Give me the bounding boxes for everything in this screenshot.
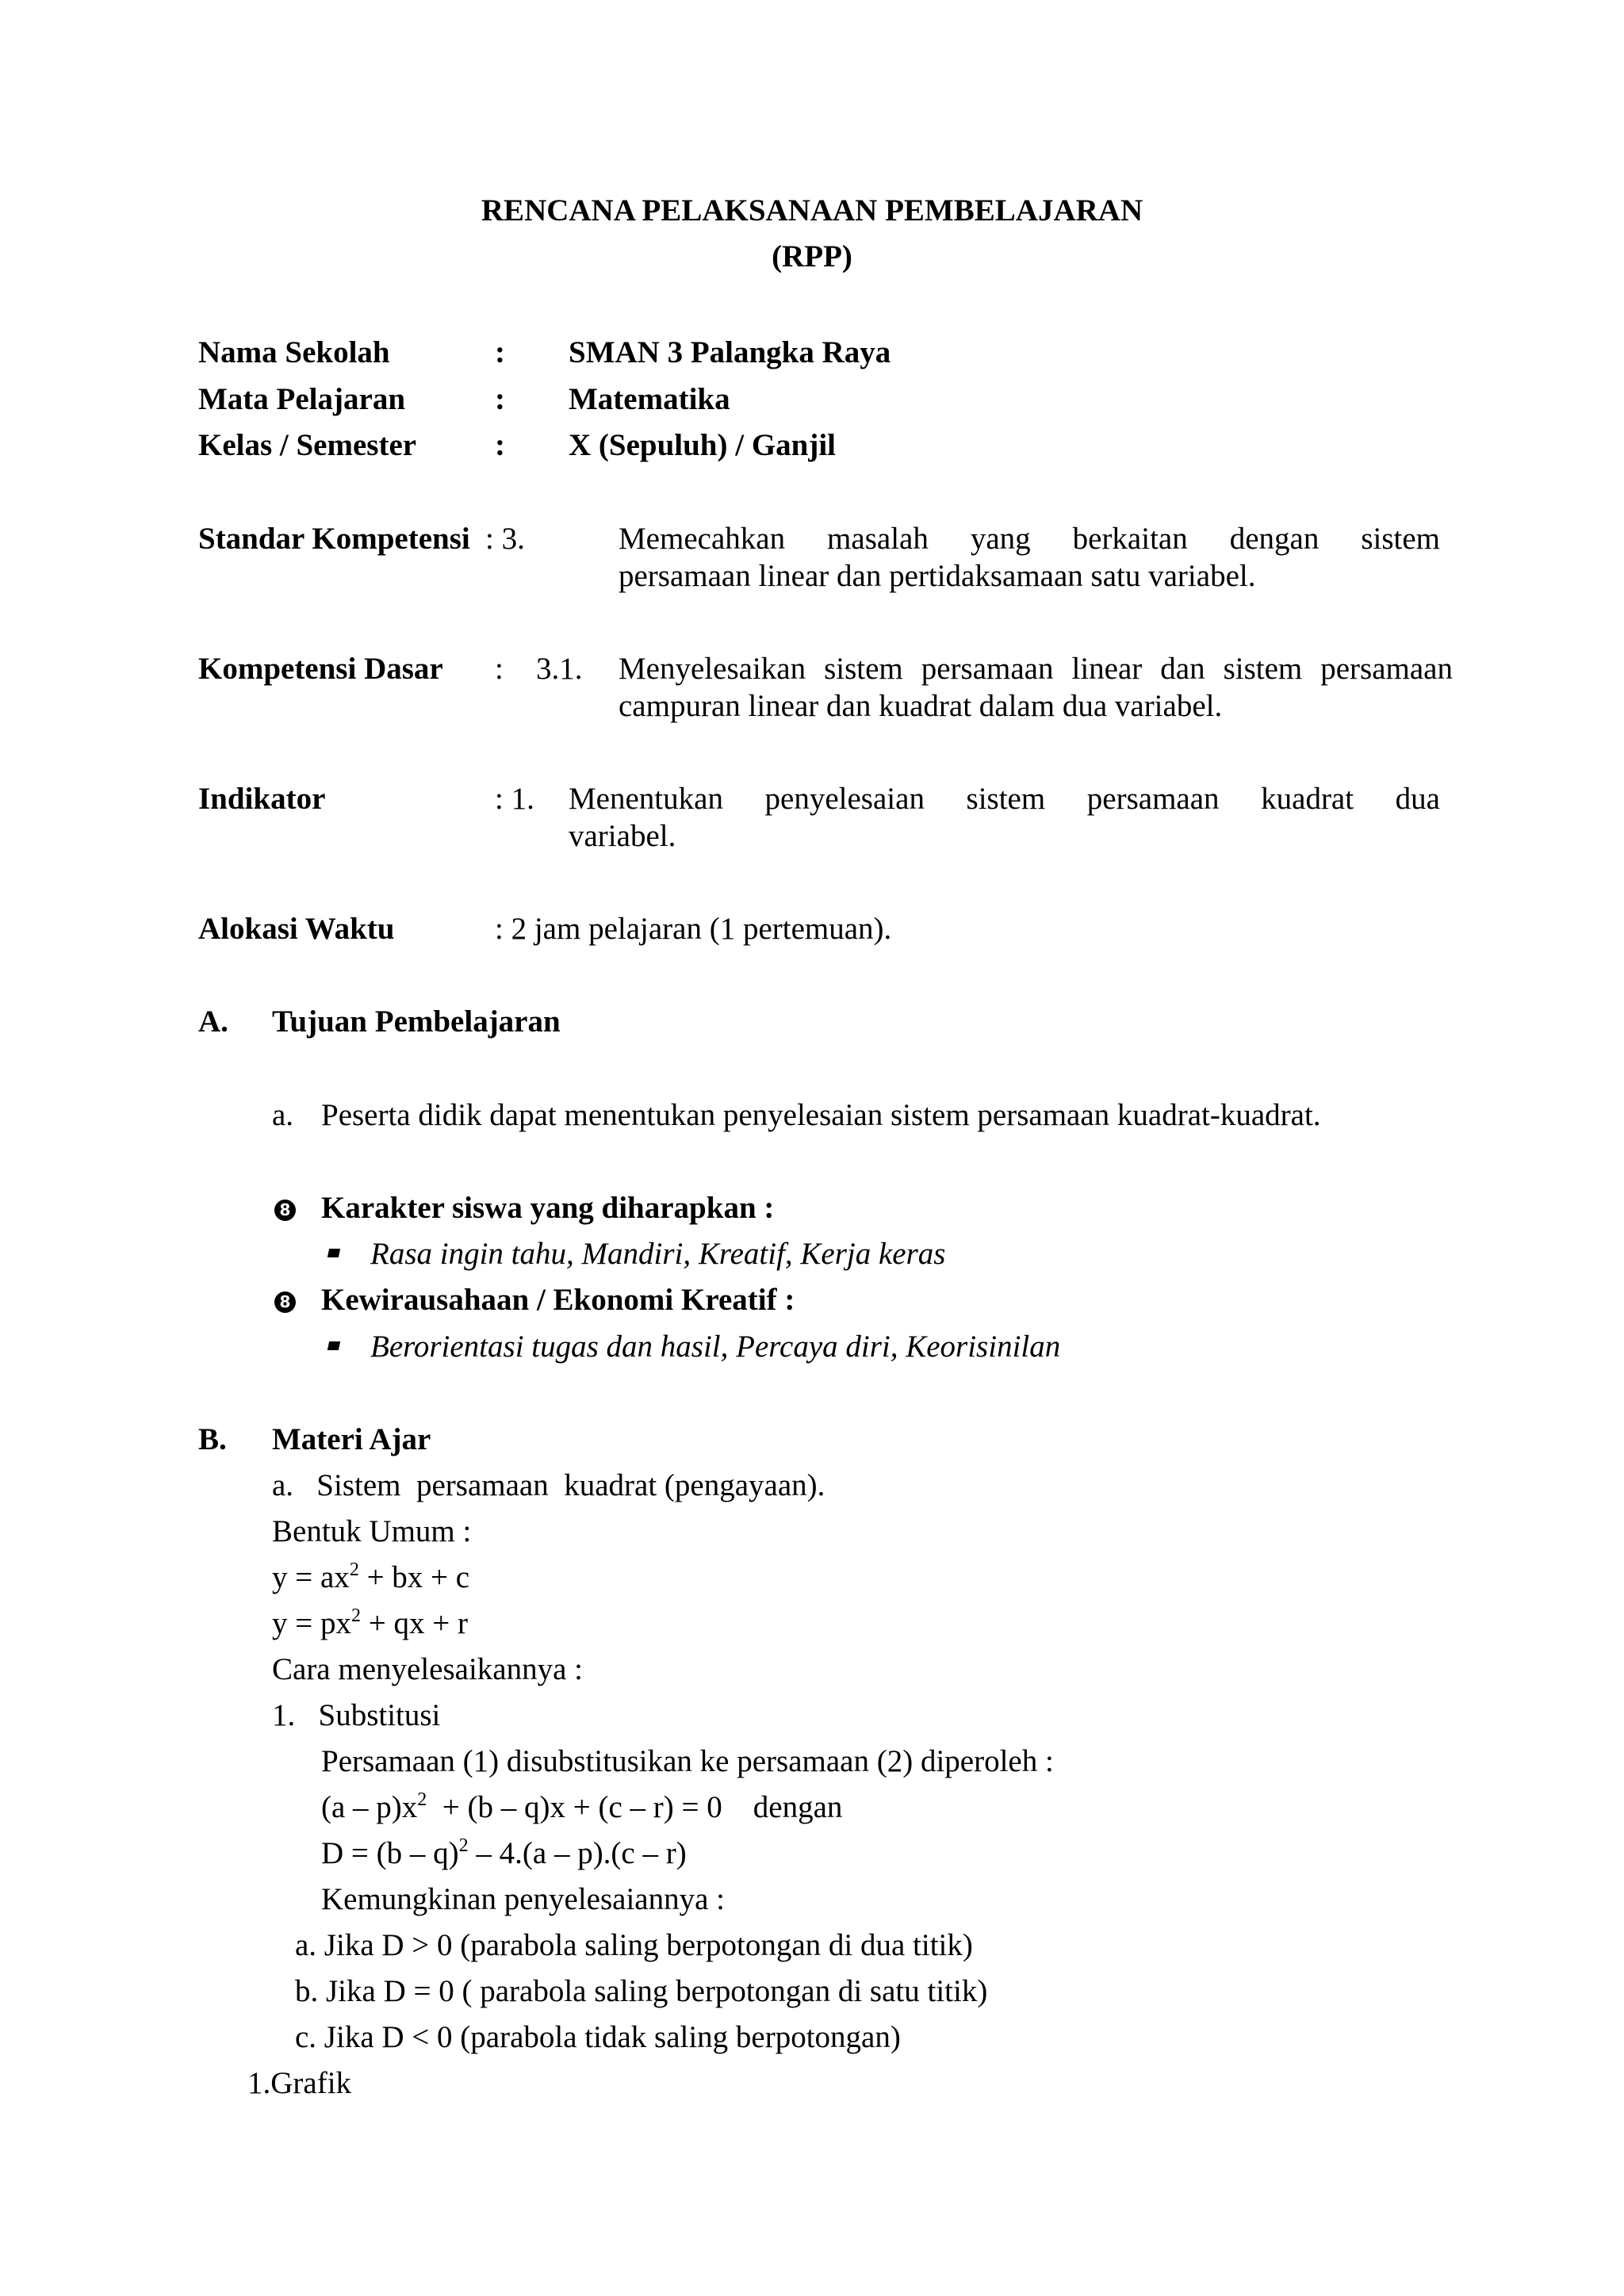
character-item-text: Rasa ingin tahu, Mandiri, Kreatif, Kerja keras (370, 1237, 946, 1271)
document-title: RENCANA PELAKSANAAN PEMBELAJARAN (481, 193, 1143, 228)
section-b-heading: Materi Ajar (272, 1422, 431, 1456)
indicator-number: : 1. (495, 782, 534, 816)
standard-text-line2: persamaan linear dan pertidaksamaan satu variabel. (619, 559, 1256, 593)
section-a-letter: A. (198, 1004, 228, 1039)
basic-competence-text-line2: campuran linear dan kuadrat dalam dua variabel. (619, 689, 1223, 723)
section-a-heading: Tujuan Pembelajaran (272, 1004, 561, 1039)
method-substitution: 1. Substitusi (272, 1698, 441, 1732)
equation-3: $(a - p)x^2 + (b - q)x + (c - r) = 0$ dengan (321, 1789, 843, 1824)
character-bullet-icon: 8 (274, 1191, 296, 1226)
substitution-description: Persamaan (1) disubstitusikan ke persamaan (2) diperoleh : (321, 1744, 1054, 1778)
character-heading: Karakter siswa yang diharapkan : (321, 1191, 775, 1225)
entrepreneurship-bullet-icon: 8 (274, 1283, 296, 1318)
subject-colon: : (495, 382, 505, 416)
document-subtitle: (RPP) (772, 239, 852, 274)
indicator-label: Indikator (198, 782, 326, 816)
basic-competence-label: Kompetensi Dasar (198, 652, 443, 686)
character-item-bullet-icon (328, 1237, 339, 1272)
indicator-text-line1: Menentukan penyelesaian sistem persamaan kuadrat dua (569, 782, 1440, 816)
discriminant-equation: D = (b – q)$^2$ – 4.(a – p).(c – r) (321, 1835, 687, 1870)
school-colon: : (495, 335, 505, 369)
solution-method-label: Cara menyelesaikannya : (272, 1652, 583, 1686)
equation-1: $y = ax^2$ + bx + c (272, 1559, 470, 1594)
basic-competence-text-line1: Menyelesaikan sistem persamaan linear dan sistem persamaan (619, 652, 1453, 686)
indicator-text-line2: variabel. (569, 819, 676, 853)
school-label: Nama Sekolah (198, 335, 390, 369)
class-label: Kelas / Semester (198, 428, 417, 462)
entrepreneurship-heading: Kewirausahaan / Ekonomi Kreatif : (321, 1283, 795, 1317)
possibilities-label: Kemungkinan penyelesaiannya : (321, 1882, 725, 1916)
time-allocation-value: : 2 jam pelajaran (1 pertemuan). (495, 912, 892, 946)
basic-competence-number: 3.1. (536, 652, 583, 686)
section-b-letter: B. (198, 1422, 227, 1456)
case-d-zero: b. Jika D = 0 ( parabola saling berpotongan di satu titik) (295, 1974, 988, 2008)
school-value: SMAN 3 Palangka Raya (569, 335, 891, 369)
equation-2: $y = px^2$ + qx + r (272, 1605, 468, 1640)
method-graph: 1.Grafik (247, 2066, 352, 2100)
case-d-positive: a. Jika D > 0 (parabola saling berpotongan di dua titik) (295, 1928, 973, 1962)
standard-number: : 3. (485, 522, 525, 556)
subject-value: Matematika (569, 382, 730, 416)
subject-label: Mata Pelajaran (198, 382, 406, 416)
standard-label: Standar Kompetensi (198, 522, 470, 556)
case-d-negative: c. Jika D < 0 (parabola tidak saling berpotongan) (295, 2020, 901, 2054)
entrepreneurship-item-text: Berorientasi tugas dan hasil, Percaya diri, Keorisinilan (370, 1330, 1061, 1364)
objective-item-text: Peserta didik dapat menentukan penyelesaian sistem persamaan kuadrat-kuadrat. (321, 1098, 1321, 1132)
class-value: X (Sepuluh) / Ganjil (569, 428, 837, 462)
standard-text-line1: Memecahkan masalah yang berkaitan dengan sistem (619, 522, 1440, 556)
time-allocation-label: Alokasi Waktu (198, 912, 395, 946)
general-form-label: Bentuk Umum : (272, 1514, 472, 1548)
material-item-a: a. Sistem persamaan kuadrat (pengayaan). (272, 1468, 825, 1502)
objective-item-letter: a. (272, 1098, 294, 1132)
class-colon: : (495, 428, 505, 462)
entrepreneurship-item-bullet-icon (328, 1330, 339, 1365)
basic-competence-colon: : (495, 652, 504, 686)
